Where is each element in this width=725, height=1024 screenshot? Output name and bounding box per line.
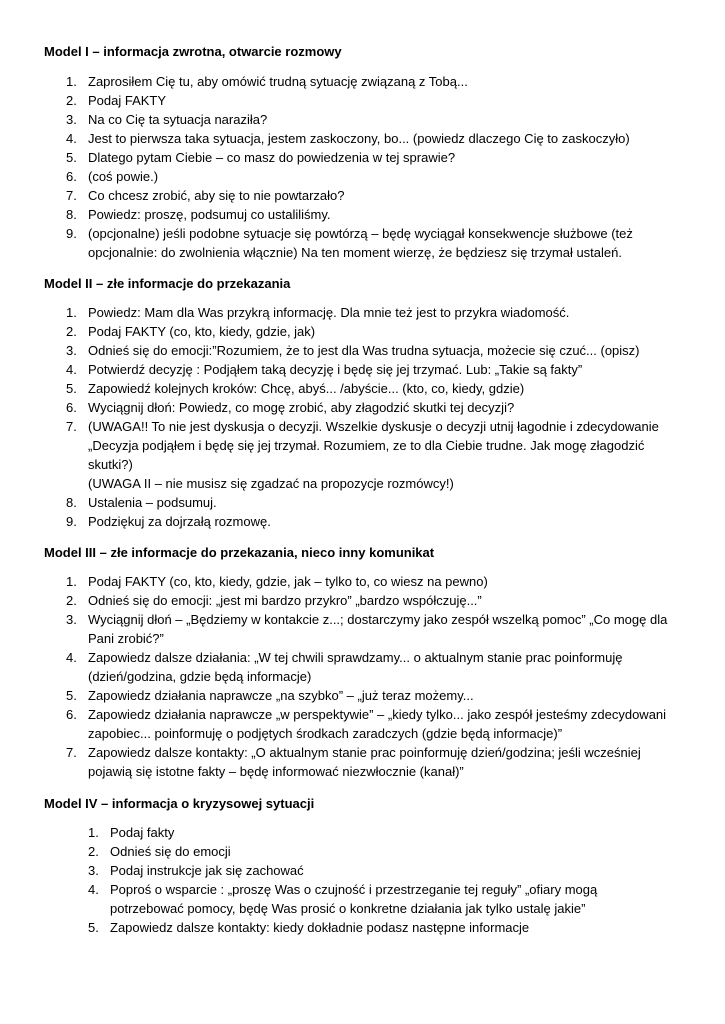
list-item	[0, 322, 725, 341]
item-number: 2.	[88, 844, 99, 859]
item-text: Podaj FAKTY (co, kto, kiedy, gdzie, jak – tylko to, co wiesz na pewno)	[88, 574, 488, 589]
list-item	[0, 129, 725, 148]
item-text: Wyciągnij dłoń: Powiedz, co mogę zrobić, aby złagodzić skutki tej decyzji?	[88, 400, 515, 415]
item-text	[88, 417, 688, 493]
item-number: 8.	[66, 207, 77, 222]
list-item	[0, 72, 725, 91]
numbered-list	[0, 572, 725, 781]
numbered-list	[0, 72, 725, 262]
item-number: 2.	[66, 324, 77, 339]
item-text: Zapowiedz działania naprawcze „w perspektywie” – „kiedy tylko... jako zespół jesteśmy zdecydowani zapobiec... poinformuję o podjętych środkach zaradczych (gdzie będą informacje)”	[88, 707, 667, 741]
item-text: Na co Cię ta sytuacja naraziła?	[88, 112, 268, 127]
item-text: Powiedz: Mam dla Was przykrą informację. Dla mnie też jest to przykra wiadomość.	[88, 305, 570, 320]
item-text: Zapowiedź kolejnych kroków: Chcę, abyś... /abyście... (kto, co, kiedy, gdzie)	[88, 381, 525, 396]
item-number: 3.	[88, 863, 99, 878]
item-text: Podaj fakty	[110, 825, 175, 840]
list-item	[0, 224, 725, 262]
list-item	[0, 861, 725, 880]
item-text: Zapowiedz dalsze działania: „W tej chwili sprawdzamy... o aktualnym stanie prac poinformuję (dzień/godzina, gdzie będą informacje)	[88, 650, 623, 684]
item-text: Podziękuj za dojrzałą rozmowę.	[88, 514, 271, 529]
item-text: Zapowiedz działania naprawcze „na szybko” – „już teraz możemy...	[88, 688, 474, 703]
item-text: Powiedz: proszę, podsumuj co ustaliliśmy.	[88, 207, 331, 222]
item-number: 7.	[66, 745, 77, 760]
item-number: 5.	[66, 688, 77, 703]
list-item	[0, 880, 725, 918]
list-item	[0, 91, 725, 110]
item-text: (coś powie.)	[88, 169, 159, 184]
item-text: Poproś o wsparcie : „proszę Was o czujność i przestrzeganie tej reguły” „ofiary mogą potrzebować pomocy, będę Was prosić o konkretne działania jak tylko ustalę jakie”	[110, 882, 598, 916]
list-item	[0, 686, 725, 705]
list-item	[0, 167, 725, 186]
list-item	[0, 417, 725, 493]
item-text: Zapowiedz dalsze kontakty: kiedy dokładnie podasz następne informacje	[110, 920, 530, 935]
list-item	[0, 705, 725, 743]
list-item	[0, 360, 725, 379]
item-number: 5.	[66, 150, 77, 165]
list-item	[0, 842, 725, 861]
section-heading: Model IV – informacja o kryzysowej sytuacji	[44, 796, 315, 811]
list-item	[0, 512, 725, 531]
numbered-list	[0, 303, 725, 531]
item-number: 4.	[66, 362, 77, 377]
list-item	[0, 110, 725, 129]
item-text-main: (UWAGA!! To nie jest dyskusja o decyzji. Wszelkie dyskusje o decyzji utnij łagodnie i zdecydowanie „Decyzja podjąłem i będę się jej trzymał. Rozumiem, ze to dla Ciebie trudne. Jak mogę złagodzić skutki?)	[88, 419, 659, 472]
list-item	[0, 591, 725, 610]
item-text: Zapowiedz dalsze kontakty: „O aktualnym stanie prac poinformuję dzień/godzina; jeśli wcześniej pojawią się istotne fakty – będę informować niezwłocznie (kanał)”	[88, 745, 641, 779]
item-text: Odnieś się do emocji:”Rozumiem, że to jest dla Was trudna sytuacja, możecie się czuć... (opisz)	[88, 343, 640, 358]
list-item	[0, 303, 725, 322]
item-number: 3.	[66, 112, 77, 127]
item-text: Podaj FAKTY	[88, 93, 167, 108]
item-number: 4.	[66, 650, 77, 665]
item-text: Wyciągnij dłoń – „Będziemy w kontakcie z...; dostarczymy jako zespół wszelką pomoc” „Co mogę dla Pani zrobić?”	[88, 612, 668, 646]
item-number: 1.	[66, 574, 77, 589]
item-text: Podaj instrukcje jak się zachować	[110, 863, 304, 878]
item-number: 7.	[66, 419, 77, 434]
section-heading: Model II – złe informacje do przekazania	[44, 276, 291, 291]
item-number: 8.	[66, 495, 77, 510]
section-heading: Model III – złe informacje do przekazania, nieco inny komunikat	[44, 545, 435, 560]
item-text: Odnieś się do emocji	[110, 844, 231, 859]
item-number: 1.	[88, 825, 99, 840]
list-item	[0, 186, 725, 205]
item-number: 5.	[88, 920, 99, 935]
item-number: 6.	[66, 169, 77, 184]
section-heading: Model I – informacja zwrotna, otwarcie rozmowy	[44, 44, 342, 59]
list-item	[0, 918, 725, 937]
item-number: 1.	[66, 74, 77, 89]
item-text: Ustalenia – podsumuj.	[88, 495, 217, 510]
item-text: Zaprosiłem Cię tu, aby omówić trudną sytuację związaną z Tobą...	[88, 74, 468, 89]
list-item	[0, 572, 725, 591]
item-number: 1.	[66, 305, 77, 320]
list-item	[0, 341, 725, 360]
item-number: 9.	[66, 226, 77, 241]
item-text: Co chcesz zrobić, aby się to nie powtarzało?	[88, 188, 345, 203]
item-number: 9.	[66, 514, 77, 529]
item-number: 3.	[66, 343, 77, 358]
item-number: 6.	[66, 707, 77, 722]
item-text: (opcjonalne) jeśli podobne sytuacje się powtórzą – będę wyciągał konsekwencje służbowe (też opcjonalnie: do zwolnienia włącznie) Na ten moment wierzę, że będziesz się trzymał ustaleń.	[88, 226, 633, 260]
item-number: 7.	[66, 188, 77, 203]
item-number: 6.	[66, 400, 77, 415]
list-item	[0, 148, 725, 167]
item-number: 4.	[66, 131, 77, 146]
item-number: 4.	[88, 882, 99, 897]
list-item	[0, 205, 725, 224]
numbered-list	[0, 823, 725, 937]
list-item	[0, 648, 725, 686]
item-note: (UWAGA II – nie musisz się zgadzać na propozycje rozmówcy!)	[88, 476, 454, 491]
item-number: 2.	[66, 93, 77, 108]
list-item	[0, 493, 725, 512]
list-item	[0, 398, 725, 417]
item-text: Jest to pierwsza taka sytuacja, jestem zaskoczony, bo... (powiedz dlaczego Cię to zaskoczyło)	[88, 131, 630, 146]
list-item	[0, 743, 725, 781]
item-number: 3.	[66, 612, 77, 627]
item-number: 5.	[66, 381, 77, 396]
item-text: Dlatego pytam Ciebie – co masz do powiedzenia w tej sprawie?	[88, 150, 456, 165]
list-item	[0, 610, 725, 648]
item-text: Odnieś się do emocji: „jest mi bardzo przykro” „bardzo współczuję...”	[88, 593, 482, 608]
item-text: Podaj FAKTY (co, kto, kiedy, gdzie, jak)	[88, 324, 316, 339]
list-item	[0, 379, 725, 398]
list-item	[0, 823, 725, 842]
item-text: Potwierdź decyzję : Podjąłem taką decyzję i będę się jej trzymać. Lub: „Takie są fakty”	[88, 362, 583, 377]
item-number: 2.	[66, 593, 77, 608]
